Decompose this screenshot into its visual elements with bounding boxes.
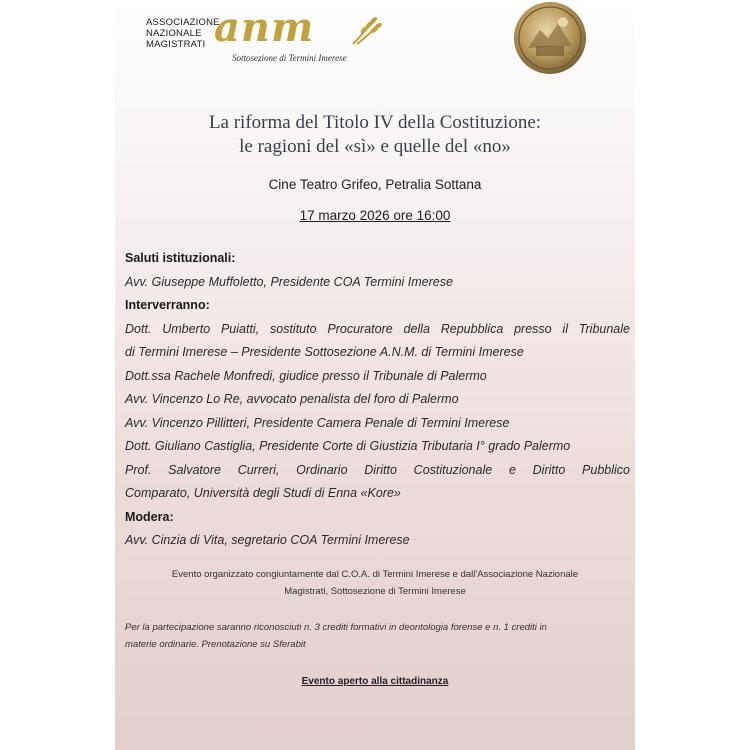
speaker-line: di Termini Imerese – Presidente Sottosezione A.N.M. di Termini Imerese bbox=[125, 345, 524, 359]
credits-line: Per la partecipazione saranno riconosciuti n. 3 crediti formativi in deontologia forense e n. 1 crediti in bbox=[125, 622, 547, 633]
organizer-note bbox=[115, 566, 635, 600]
moderator-heading: Modera: bbox=[125, 509, 174, 524]
speaker-line: Prof. Salvatore Curreri, Ordinario Diritto Costituzionale e Diritto Pubblico bbox=[125, 462, 630, 477]
wheat-icon bbox=[347, 14, 383, 50]
association-line: ASSOCIAZIONE bbox=[146, 17, 220, 28]
event-datetime bbox=[115, 208, 635, 223]
greeting-speaker: Avv. Giuseppe Muffoletto, Presidente COA Termini Imerese bbox=[125, 274, 453, 289]
event-datetime-text: 17 marzo 2026 ore 16:00 bbox=[299, 208, 451, 223]
speaker-line: Dott. Giuliano Castiglia, Presidente Corte di Giustizia Tributaria I° grado Palermo bbox=[125, 439, 571, 453]
association-line: NAZIONALE bbox=[146, 28, 202, 39]
speaker-line: Dott. Umberto Puiatti, sostituto Procuratore della Repubblica presso il Tribunale bbox=[125, 321, 630, 336]
credits-note bbox=[125, 619, 630, 653]
speakers-heading: Interverranno: bbox=[125, 298, 210, 312]
event-program bbox=[125, 247, 630, 553]
organizer-note-line: Evento organizzato congiuntamente dal C.O.A. di Termini Imerese e dall'Associazione Nazionale bbox=[171, 569, 579, 580]
speaker-line: Comparato, Università degli Studi di Enna «Kore» bbox=[125, 486, 401, 500]
seal-icon bbox=[508, 0, 592, 80]
speaker-line: Dott.ssa Rachele Monfredi, giudice presso il Tribunale di Palermo bbox=[125, 368, 487, 383]
subsection-name: Sottosezione di Termini Imerese bbox=[232, 53, 347, 63]
title-line: La riforma del Titolo IV della Costituzione: bbox=[208, 112, 542, 133]
title-line: le ragioni del «sì» e quelle del «no» bbox=[239, 136, 511, 157]
speaker-line: Avv. Vincenzo Pillitteri, Presidente Camera Penale di Termini Imerese bbox=[125, 415, 510, 430]
organizer-note-line: Magistrati, Sottosezione di Termini Imerese bbox=[284, 586, 466, 597]
anm-logo bbox=[142, 4, 402, 70]
credits-line: materie ordinarie. Prenotazione su Sferabit bbox=[125, 639, 306, 650]
event-venue: Cine Teatro Grifeo, Petralia Sottana bbox=[268, 177, 482, 192]
speaker-line: Avv. Vincenzo Lo Re, avvocato penalista del foro di Palermo bbox=[125, 392, 459, 406]
association-name bbox=[146, 17, 220, 50]
moderator-name: Avv. Cinzia di Vita, segretario COA Termini Imerese bbox=[125, 533, 410, 547]
greetings-heading: Saluti istituzionali: bbox=[125, 251, 236, 265]
anm-brand-text: anm bbox=[214, 4, 315, 51]
association-line: MAGISTRATI bbox=[146, 39, 206, 50]
event-title bbox=[115, 111, 635, 159]
event-poster bbox=[115, 0, 635, 750]
open-event-notice: Evento aperto alla cittadinanza bbox=[301, 676, 449, 687]
